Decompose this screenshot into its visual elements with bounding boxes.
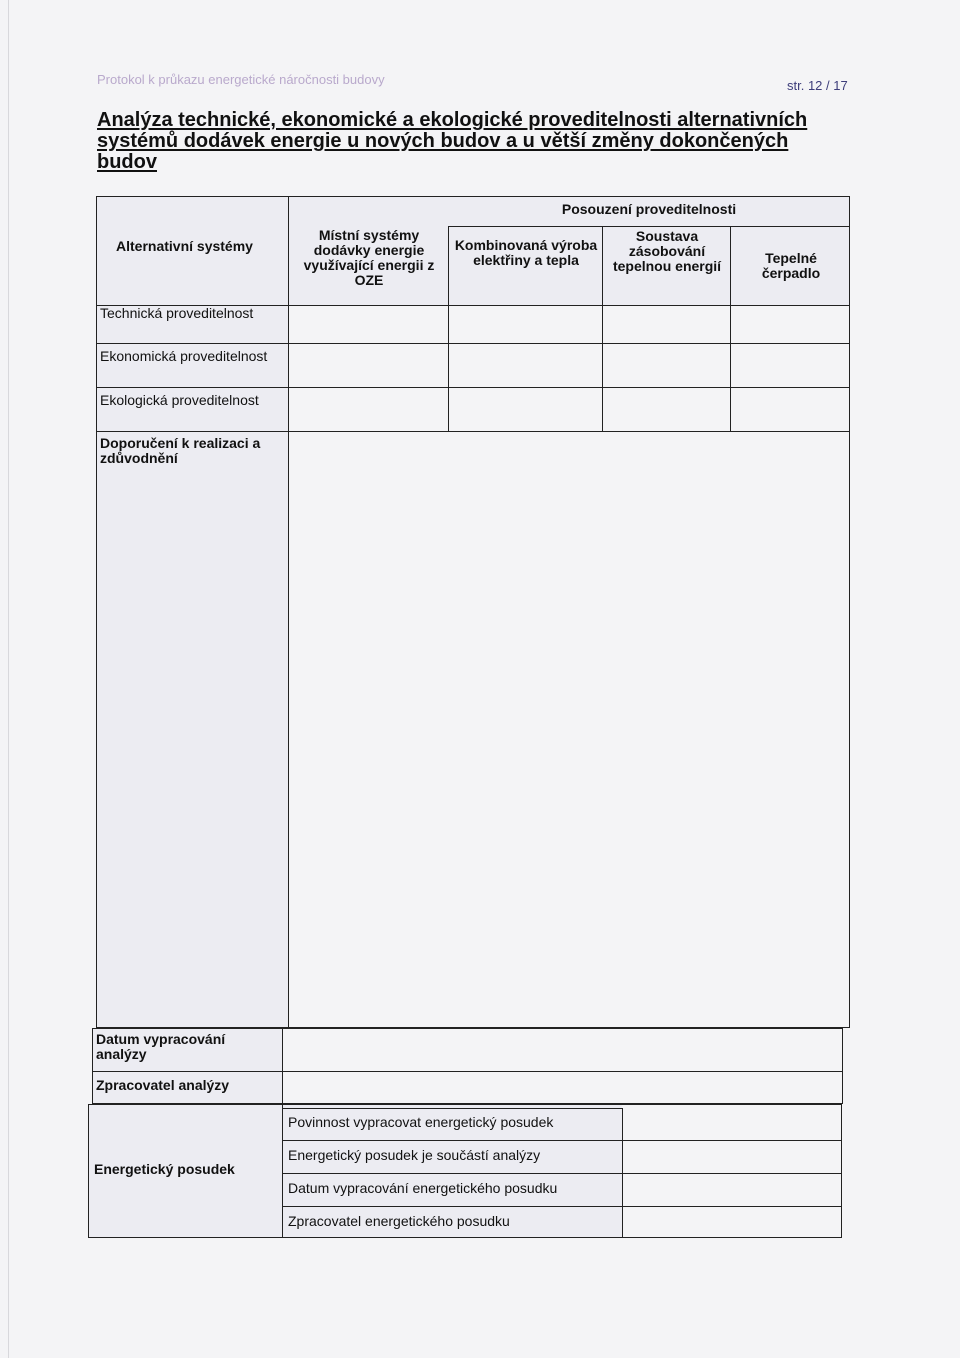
author-label: Zpracovatel analýzy: [96, 1077, 230, 1093]
col-heat-pump: Tepelné čerpadlo: [761, 250, 821, 281]
row-technical: Technická proveditelnost: [100, 305, 254, 321]
heat-pump-cells[interactable]: [731, 306, 849, 431]
row-ecological: Ekologická proveditelnost: [100, 392, 259, 408]
author-field[interactable]: [283, 1072, 842, 1103]
protocol-header: Protokol k průkazu energetické náročnosti budovy: [97, 72, 385, 87]
page-number: str. 12 / 17: [787, 78, 848, 93]
row-recommendation: Doporučení k realizaci a zdůvodnění: [100, 435, 261, 466]
szte-cells[interactable]: [603, 306, 730, 431]
energy-date-field[interactable]: [623, 1174, 841, 1206]
oze-cells[interactable]: [289, 306, 448, 431]
recommendation-field[interactable]: [289, 432, 849, 1027]
energy-row-date: Datum vypracování energetického posudku: [288, 1180, 558, 1196]
energy-row-author: Zpracovatel energetického posudku: [288, 1213, 510, 1229]
energy-row-part: Energetický posudek je součástí analýzy: [288, 1147, 541, 1163]
alt-systems-label: Alternativní systémy: [116, 238, 253, 254]
assessment-label: Posouzení proveditelnosti: [561, 201, 737, 217]
energy-label: Energetický posudek: [94, 1161, 235, 1177]
page-edge: [8, 0, 9, 1358]
part-field[interactable]: [623, 1141, 841, 1173]
date-field[interactable]: [283, 1029, 842, 1071]
date-label: Datum vypracování analýzy: [96, 1031, 226, 1062]
col-oze: Místní systémy dodávky energie využívající energii z OZE: [303, 227, 435, 288]
obligation-field[interactable]: [623, 1109, 841, 1140]
energy-author-field[interactable]: [623, 1207, 841, 1237]
col-kvet: Kombinovaná výroba elektřiny a tepla: [454, 237, 598, 268]
kvet-cells[interactable]: [449, 306, 602, 431]
page-title: Analýza technické, ekonomické a ekologické proveditelnosti alternativních systémů dodávek energie u nových budov a u větší změny dokončených budov: [97, 109, 808, 173]
col-szte: Soustava zásobování tepelnou energií: [612, 228, 722, 274]
energy-row-obligation: Povinnost vypracovat energetický posudek: [288, 1114, 554, 1130]
row-economic: Ekonomická proveditelnost: [100, 348, 268, 364]
